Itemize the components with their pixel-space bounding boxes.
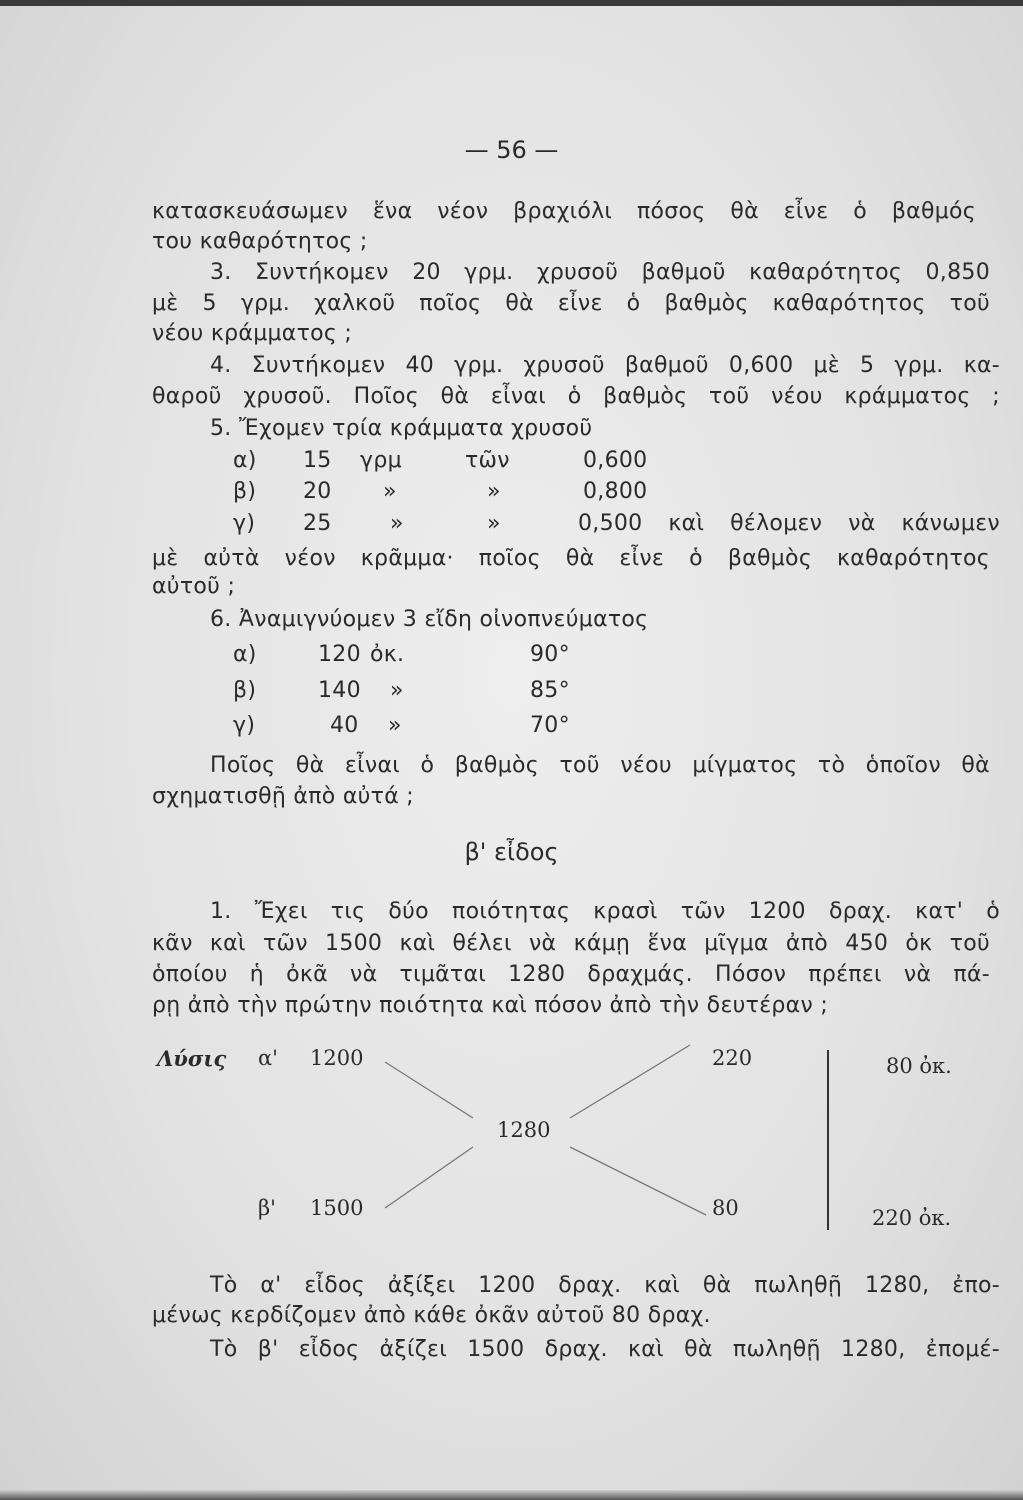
grade-b-price: 1500 — [310, 1196, 364, 1220]
alloy-unit: γρμ — [360, 448, 402, 473]
text-line: σχηματισθῇ ἀπὸ αὐτά ; — [152, 784, 415, 809]
alloy-of: » — [487, 479, 501, 504]
difference-top: 220 — [712, 1046, 753, 1070]
result-top: 80 ὀκ. — [886, 1054, 952, 1078]
spirit-label: α) — [233, 642, 257, 667]
alloy-grade: 0,600 — [583, 448, 648, 473]
alloy-amount: 20 — [303, 479, 332, 504]
alloy-label: β) — [233, 479, 257, 504]
spirit-unit: » — [388, 713, 402, 738]
text-line: κᾶν καὶ τῶν 1500 καὶ θέλει νὰ κάμῃ ἕνα μῖγμα ἀπὸ 450 ὁκ τοῦ — [152, 931, 990, 956]
text-line: θαροῦ χρυσοῦ. Ποῖος θὰ εἶναι ὁ βαθμὸς τοῦ νέου κράμματος ; — [152, 384, 1000, 409]
spirit-label: γ) — [233, 713, 256, 738]
alloy-unit: » — [383, 479, 397, 504]
text-line: 4. Συντήκομεν 40 γρμ. χρυσοῦ βαθμοῦ 0,600 μὲ 5 γρμ. κα- — [210, 353, 1000, 378]
difference-bottom: 80 — [712, 1196, 739, 1220]
text-line: 5. Ἔχομεν τρία κράμματα χρυσοῦ — [210, 416, 593, 441]
spirit-unit: » — [390, 678, 404, 703]
grade-b-label: β' — [258, 1196, 276, 1220]
text-line: ρῃ ἀπὸ τὴν πρώτην ποιότητα καὶ πόσον ἀπὸ τὴν δευτέραν ; — [152, 993, 829, 1018]
text-line: Τὸ β' εἶδος ἀξίζει 1500 δραχ. καὶ θὰ πωληθῇ 1280, ἐπομέ- — [210, 1337, 1000, 1362]
spirit-degree: 85° — [530, 678, 570, 703]
text-line: μὲ αὐτὰ νέον κρᾶμμα· ποῖος θὰ εἶνε ὁ βαθμὸς καθαρότητος — [152, 546, 990, 571]
alloy-label: γ) — [233, 511, 256, 536]
solution-label: Λύσις — [157, 1046, 227, 1071]
text-line: Ποῖος θὰ εἶναι ὁ βαθμὸς τοῦ νέου μίγματος τὸ ὁποῖον θὰ — [210, 753, 990, 778]
spirit-amount: 120 — [318, 642, 361, 667]
mix-price: 1280 — [497, 1118, 551, 1142]
spirit-degree: 90° — [530, 642, 570, 667]
text-line: μένως κερδίζομεν ἀπὸ κάθε ὀκᾶν αὐτοῦ 80 δραχ. — [152, 1303, 711, 1328]
alloy-amount: 25 — [303, 511, 332, 536]
text-line: 6. Ἀναμιγνύομεν 3 εἴδη οἰνοπνεύματος — [210, 607, 649, 632]
alloy-amount: 15 — [303, 448, 332, 473]
spirit-amount: 140 — [318, 678, 361, 703]
text-line: νέου κράμματος ; — [152, 321, 353, 346]
alloy-unit: » — [390, 511, 404, 536]
grade-a-price: 1200 — [310, 1046, 364, 1070]
spirit-label: β) — [233, 678, 257, 703]
section-heading: β' εἶδος — [464, 838, 559, 866]
text-line: 0,500 καὶ θέλομεν νὰ κάνωμεν — [578, 511, 1000, 536]
grade-a-label: α' — [258, 1046, 278, 1070]
alloy-of: τῶν — [465, 448, 510, 473]
spirit-unit: ὀκ. — [370, 642, 405, 667]
text-line: του καθαρότητος ; — [152, 229, 368, 254]
text-line: μὲ 5 γρμ. χαλκοῦ ποῖος θὰ εἶνε ὁ βαθμὸς καθαρότητος τοῦ — [152, 291, 990, 316]
alloy-of: » — [487, 511, 501, 536]
spirit-degree: 70° — [530, 713, 570, 738]
result-bottom: 220 ὀκ. — [872, 1206, 952, 1230]
text-line: 1. Ἔχει τις δύο ποιότητας κρασὶ τῶν 1200 δραχ. κατ' ὁ — [210, 899, 1000, 924]
text-line: κατασκευάσωμεν ἕνα νέον βραχιόλι πόσος θὰ εἶνε ὁ βαθμός — [152, 199, 976, 224]
alloy-label: α) — [233, 448, 257, 473]
text-line: αὐτοῦ ; — [152, 574, 236, 599]
text-line: Τὸ α' εἶδος ἀξίξει 1200 δραχ. καὶ θὰ πωληθῇ 1280, ἐπο- — [210, 1273, 1000, 1298]
page-bottom-edge — [0, 1490, 1023, 1500]
text-line: ὁποίου ἡ ὀκᾶ νὰ τιμᾶται 1280 δραχμάς. Πόσον πρέπει νὰ πά- — [152, 962, 990, 987]
text-line: 3. Συντήκομεν 20 γρμ. χρυσοῦ βαθμοῦ καθαρότητος 0,850 — [210, 260, 990, 285]
alloy-grade: 0,800 — [583, 479, 648, 504]
page-number: — 56 — — [464, 136, 559, 164]
spirit-amount: 40 — [330, 713, 359, 738]
